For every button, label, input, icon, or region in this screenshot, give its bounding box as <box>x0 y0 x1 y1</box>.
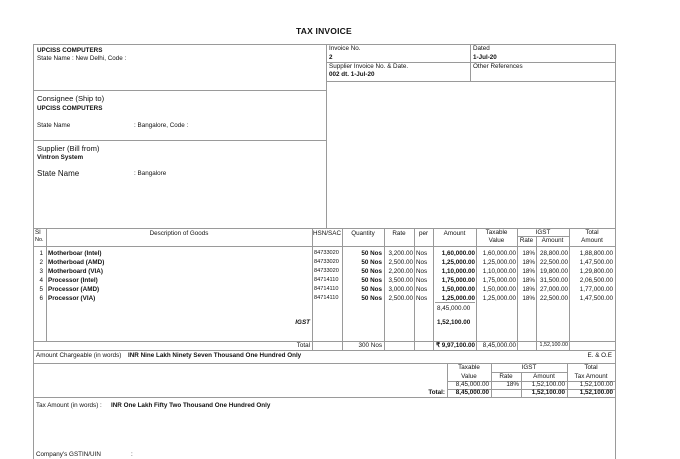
consignee-name: UPCISS COMPUTERS <box>37 105 103 112</box>
invoice-no-label: Invoice No. <box>329 45 361 52</box>
hsn: 84733020 <box>314 268 339 274</box>
table-row <box>0 296 680 305</box>
page-title: TAX INVOICE <box>296 26 352 36</box>
rate: 3,200.00 <box>388 250 413 257</box>
consignee-label: Consignee (Ship to) <box>37 94 105 103</box>
total: 1,77,000.00 <box>579 286 613 293</box>
igst-amount: 22,500.00 <box>539 295 568 302</box>
table-row <box>0 278 680 287</box>
col-total-amount: Amount <box>581 237 603 244</box>
subtotal-amount: 8,45,000.00 <box>437 305 471 312</box>
qty: 50 Nos <box>361 268 382 275</box>
per: Nos <box>416 277 428 284</box>
igst-rate: 18% <box>522 286 535 293</box>
igst-rate: 18% <box>522 295 535 302</box>
consignee-state-value: : Bangalore, Code : <box>134 122 189 129</box>
summary-row-rate: 18% <box>506 381 519 388</box>
total-taxable: 8,45,000.00 <box>482 342 516 349</box>
col-description: Description of Goods <box>149 230 209 237</box>
summary-taxable-value: Value <box>461 373 477 380</box>
col-quantity: Quantity <box>351 230 375 237</box>
summary-taxable: Taxable <box>458 364 480 371</box>
summary-total-label: Total: <box>428 389 445 396</box>
amount: 1,75,000.00 <box>441 277 475 284</box>
dated-label: Dated <box>473 45 490 52</box>
col-igst: IGST <box>535 229 551 236</box>
taxable: 1,25,000.00 <box>482 259 516 266</box>
invoice-no-value: 2 <box>329 54 333 61</box>
seller-state: State Name : New Delhi, Code : <box>37 55 127 62</box>
col-igst-rate: Rate <box>519 237 534 244</box>
total: 1,29,800.00 <box>579 268 613 275</box>
desc: Motherboad (AMD) <box>48 259 105 266</box>
summary-amount: Amount <box>533 373 555 380</box>
col-rate: Rate <box>392 230 406 237</box>
supplier-name: Vintron System <box>37 154 84 161</box>
taxable: 1,75,000.00 <box>482 277 516 284</box>
taxable: 1,10,000.00 <box>482 268 516 275</box>
total-quantity: 300 Nos <box>358 342 382 349</box>
consignee-state-label: State Name <box>37 122 71 129</box>
col-hsn: HSN/SAC <box>313 230 341 237</box>
qty: 50 Nos <box>361 277 382 284</box>
per: Nos <box>416 268 428 275</box>
dated-value: 1-Jul-20 <box>473 54 497 61</box>
hsn: 84714110 <box>314 286 339 292</box>
hsn: 84714110 <box>314 295 339 301</box>
col-sl: Sl <box>35 229 41 236</box>
total-label: Total <box>296 342 310 349</box>
rate: 3,500.00 <box>388 277 413 284</box>
amount: 1,25,000.00 <box>441 259 475 266</box>
total: 1,47,500.00 <box>579 295 613 302</box>
rate: 2,500.00 <box>388 295 413 302</box>
summary-igst: IGST <box>521 364 537 371</box>
summary-total-taxable-value: 8,45,000.00 <box>455 389 489 396</box>
supplier-state-value: : Bangalore <box>134 170 167 177</box>
supplier-ref-label: Supplier Invoice No. & Date. <box>329 63 409 70</box>
igst-amount: 31,500.00 <box>539 277 568 284</box>
desc: Motherboard (VIA) <box>48 268 103 275</box>
desc: Motherboar (Intel) <box>48 250 102 257</box>
rate: 3,000.00 <box>388 286 413 293</box>
tax-words-label: Tax Amount (in words) : <box>36 402 102 409</box>
other-ref-label: Other References <box>473 63 523 70</box>
gstin-separator: : <box>131 451 133 458</box>
seller-name: UPCISS COMPUTERS <box>37 47 103 54</box>
col-igst-amount: Amount <box>541 237 564 244</box>
sl: 5 <box>39 286 43 293</box>
hsn: 84733020 <box>314 250 339 256</box>
qty: 50 Nos <box>361 259 382 266</box>
col-amount: Amount <box>443 230 466 237</box>
words-value: INR Nine Lakh Ninety Seven Thousand One Hundred Only <box>128 352 302 359</box>
per: Nos <box>416 286 428 293</box>
igst-total-amount: 1,52,100.00 <box>437 319 471 326</box>
igst-rate: 18% <box>522 268 535 275</box>
igst-amount: 19,800.00 <box>539 268 568 275</box>
summary-row-amount: 1,52,100.00 <box>531 381 565 388</box>
summary-total-amount: 1,52,100.00 <box>531 389 565 396</box>
per: Nos <box>416 259 428 266</box>
taxable: 1,60,000.00 <box>482 250 516 257</box>
sl: 2 <box>39 259 43 266</box>
summary-row-taxable: 8,45,000.00 <box>455 381 489 388</box>
igst-amount: 27,000.00 <box>539 286 568 293</box>
supplier-label: Supplier (Bill from) <box>37 144 100 153</box>
tax-words-value: INR One Lakh Fifty Two Thousand One Hundred Only <box>111 402 271 409</box>
desc: Processor (VIA) <box>48 295 96 302</box>
taxable: 1,25,000.00 <box>482 295 516 302</box>
igst-amount: 28,800.00 <box>539 250 568 257</box>
desc: Processor (AMD) <box>48 286 100 293</box>
summary-rate: Rate <box>499 373 513 380</box>
col-taxable-value: Value <box>488 237 505 244</box>
table-row <box>0 269 680 278</box>
hsn: 84714110 <box>314 277 339 283</box>
rate: 2,200.00 <box>388 268 413 275</box>
summary-row-total: 1,52,100.00 <box>579 381 613 388</box>
amount: 1,10,000.00 <box>441 268 475 275</box>
sl: 4 <box>39 277 43 284</box>
igst-rate: 18% <box>522 250 535 257</box>
total: 1,47,500.00 <box>579 259 613 266</box>
supplier-state-label: State Name <box>37 169 80 178</box>
total: 2,06,500.00 <box>579 277 613 284</box>
sl: 1 <box>39 250 43 257</box>
summary-total-tax: Tax Amount <box>574 373 608 380</box>
summary-total: Total <box>584 364 598 371</box>
sl: 6 <box>39 295 43 302</box>
igst-amount: 22,500.00 <box>539 259 568 266</box>
col-per: per <box>418 230 429 237</box>
per: Nos <box>416 295 428 302</box>
supplier-ref-value: 002 dt. 1-Jul-20 <box>329 71 375 78</box>
total-igst: 1,52,100.00 <box>539 342 568 348</box>
words-label: Amount Chargeable (in words) <box>36 352 122 359</box>
per: Nos <box>416 250 428 257</box>
col-taxable: Taxable <box>485 229 508 236</box>
total: 1,88,800.00 <box>579 250 613 257</box>
gstin-label: Company's GSTIN/UIN <box>36 451 101 458</box>
qty: 50 Nos <box>361 250 382 257</box>
igst-rate: 18% <box>522 277 535 284</box>
qty: 50 Nos <box>361 295 382 302</box>
sl: 3 <box>39 268 43 275</box>
desc: Processor (Intel) <box>48 277 98 284</box>
summary-total-tax-amount: 1,52,100.00 <box>579 389 613 396</box>
amount: 1,60,000.00 <box>441 250 475 257</box>
igst-rate: 18% <box>522 259 535 266</box>
taxable: 1,50,000.00 <box>482 286 516 293</box>
col-sl-no: No. <box>35 237 44 243</box>
table-row <box>0 287 680 296</box>
amount: 1,50,000.00 <box>441 286 475 293</box>
hsn: 84733020 <box>314 259 339 265</box>
frame-top <box>33 44 615 45</box>
igst-label: IGST <box>295 319 310 326</box>
amount: 1,25,000.00 <box>441 295 475 302</box>
col-total: Total <box>585 229 599 236</box>
grand-total: ₹ 9,97,100.00 <box>435 342 475 349</box>
qty: 50 Nos <box>361 286 382 293</box>
eoe-note: E. & O.E <box>587 352 612 359</box>
rate: 2,500.00 <box>388 259 413 266</box>
